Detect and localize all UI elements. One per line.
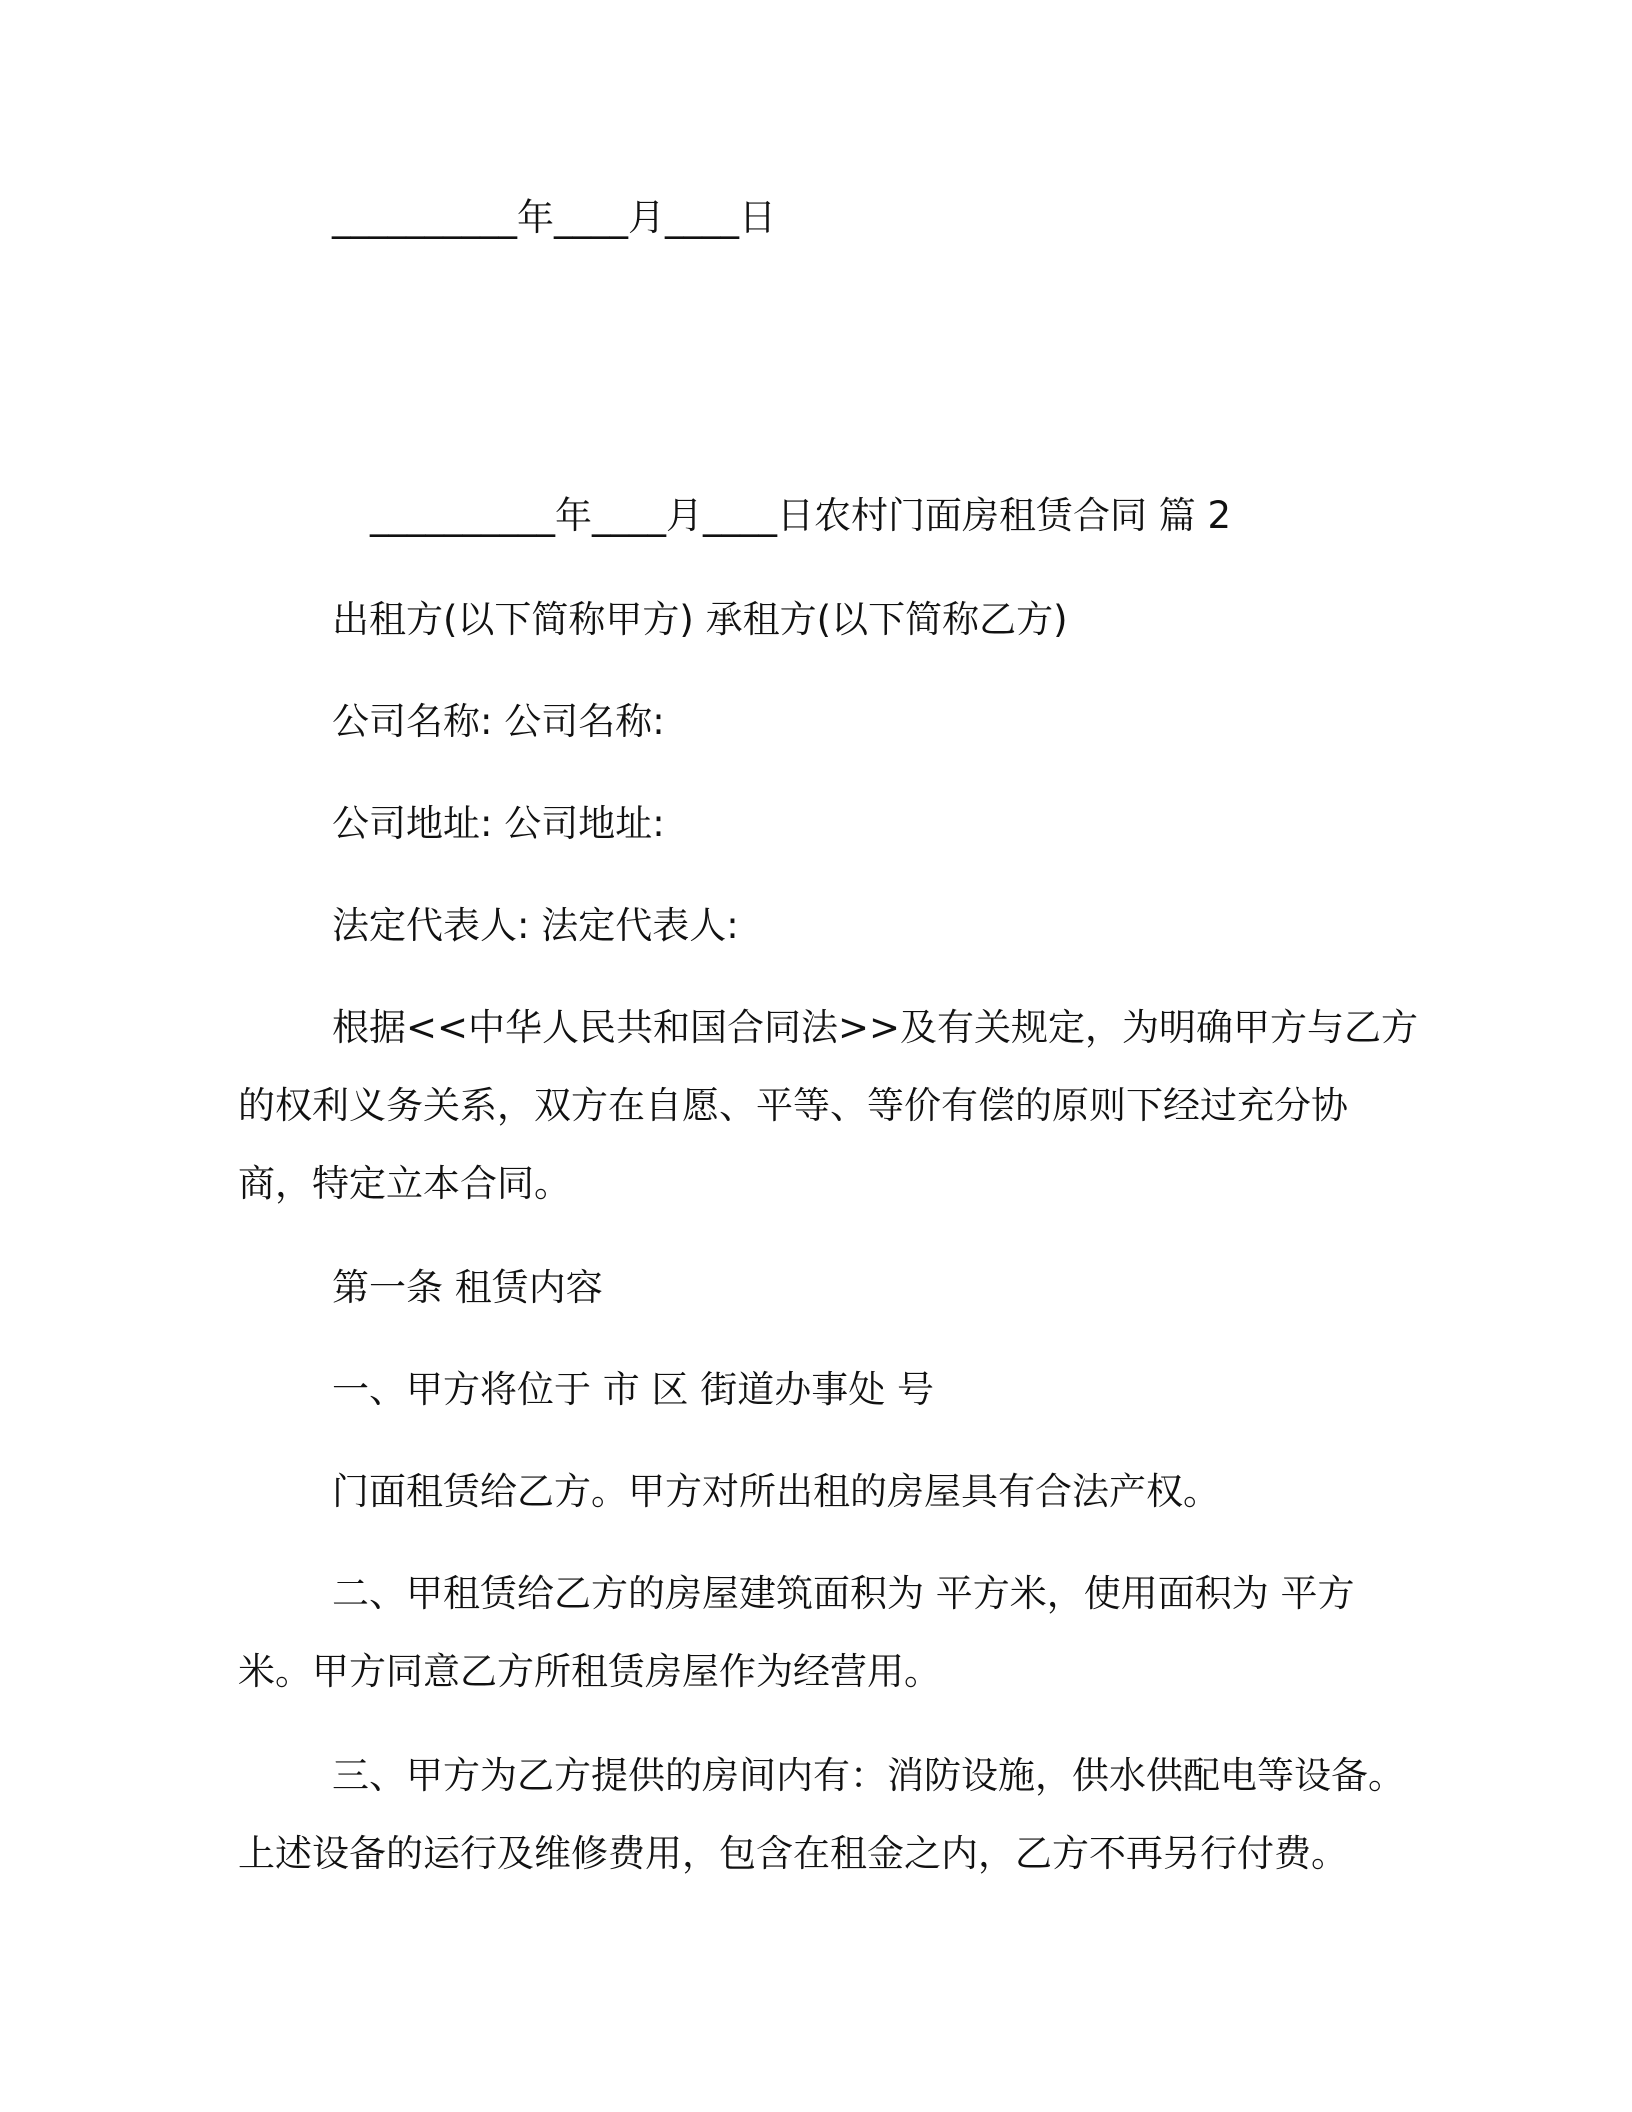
intro-line: 根据<<中华人民共和国合同法>>及有关规定，为明确甲方与乙方 (332, 1006, 1419, 1049)
contract-heading: __________年____月____日农村门面房租赁合同 篇 2 (370, 494, 1232, 537)
legal-representative-line: 法定代表人: 法定代表人: (332, 904, 739, 947)
article-one-title: 第一条 租赁内容 (332, 1266, 603, 1309)
date-line: __________年____月____日 (332, 196, 776, 239)
parties-line: 出租方(以下简称甲方) 承租方(以下简称乙方) (332, 598, 1068, 641)
clause-line: 米。甲方同意乙方所租赁房屋作为经营用。 (238, 1650, 941, 1693)
clause-line: 上述设备的运行及维修费用，包含在租金之内，乙方不再另行付费。 (238, 1832, 1348, 1875)
clause-line: 门面租赁给乙方。甲方对所出租的房屋具有合法产权。 (332, 1470, 1220, 1513)
intro-line: 商，特定立本合同。 (238, 1162, 571, 1205)
clause-line: 一、甲方将位于 市 区 街道办事处 号 (332, 1368, 935, 1411)
company-name-line: 公司名称: 公司名称: (332, 700, 665, 743)
clause-line: 三、甲方为乙方提供的房间内有：消防设施，供水供配电等设备。 (332, 1754, 1405, 1797)
company-address-line: 公司地址: 公司地址: (332, 802, 665, 845)
clause-line: 二、甲租赁给乙方的房屋建筑面积为 平方米，使用面积为 平方 (332, 1572, 1355, 1615)
intro-line: 的权利义务关系，双方在自愿、平等、等价有偿的原则下经过充分协 (238, 1084, 1348, 1127)
